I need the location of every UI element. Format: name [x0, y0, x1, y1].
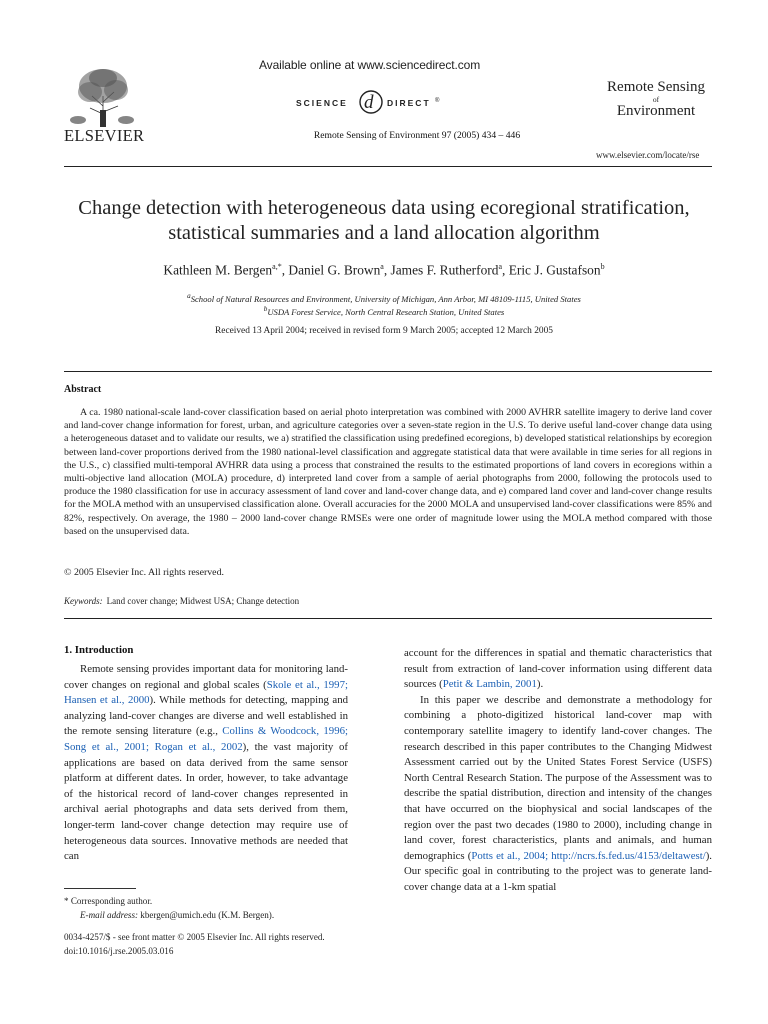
body-text: ). Our specific goal in contributing to the project was to generate land-cover change data at a 1-km spatial	[404, 849, 712, 893]
abstract-copyright: © 2005 Elsevier Inc. All rights reserved.	[64, 567, 224, 578]
body-text: account for the differences in spatial and thematic characteristics that result from extraction of land-cover information using different data sources (	[404, 647, 712, 691]
sd-mark: d	[364, 92, 374, 113]
journal-url[interactable]: www.elsevier.com/locate/rse	[596, 150, 700, 160]
journal-reference: Remote Sensing of Environment 97 (2005) 434 – 446	[313, 130, 521, 141]
journal-name-line1: Remote Sensing	[607, 79, 705, 95]
author-affiliation-mark: a	[380, 262, 384, 271]
body-text: Remote sensing provides important data for monitoring land-cover changes on regional and global scales (	[64, 663, 348, 691]
article-title	[50, 196, 718, 246]
journal-name	[600, 80, 712, 120]
author-list: Kathleen M. Bergen$^{a,*}$, Daniel G. Brown$^a$, James F. Rutherford$^a$, Eric J. Gustafson$^b$	[163, 262, 605, 278]
intro-left-column	[64, 662, 348, 865]
journal-name-of: of	[652, 94, 660, 104]
body-text: ). While methods for detecting, mapping and analyzing land-cover changes are diverse and well established in the remote sensing literature (e.g.,	[64, 694, 349, 738]
abstract-bottom-rule	[64, 618, 712, 619]
email-label: E-mail address:	[80, 910, 139, 920]
journal-name-line2: Environment	[616, 102, 696, 119]
issn-line: 0034-4257/$ - see front matter © 2005 Elsevier Inc. All rights reserved.	[64, 932, 325, 942]
author-name: Daniel G. Brown	[288, 262, 381, 278]
author-name: James F. Rutherford	[390, 262, 499, 278]
sd-left-text: SCIENCE	[296, 98, 348, 108]
citation-link[interactable]: Skole et al., 1997; Hansen et al., 2000	[64, 678, 348, 707]
citation-link[interactable]: Collins & Woodcock, 1996; Song et al., 2001; Rogan et al., 2002	[64, 725, 348, 753]
header-rule	[64, 166, 712, 167]
abstract-top-rule	[64, 371, 712, 372]
abstract-text: A ca. 1980 national-scale land-cover classification based on aerial photo interpretation was combined with 2000 AVHRR satellite imagery to derive land cover and land-cover change information for forest, urban, and agriculture categories over a seven-state region in the U.S. To derive useful land-cover change data using a heterogeneous dataset and to validate our results, we a) stratified the classification using predefined ecoregions, b) developed statistical relationships by ecoregion between land-cover proportions derived from the 1980 national-level classification and aggregate statistical data that were available in time series for all regions in the U.S., c) classified multi-temporal AVHRR data using a process that constrained the results to the estimated proportions of land covers in ecoregions within a multi-objective land allocation (MOLA) procedure, d) interpreted land cover from a sample of aerial photographs from 2000, following the protocols used to produce the 1980 classification for use in accuracy assessment of land cover and land-cover change data, and e) compared land cover and land-cover change results for the MOLA method with an unsupervised classification alone. Overall accuracies for the 2000 MOLA and unsupervised land-cover classifications were 85% and 82%, respectively. On average, the 1980 – 2000 land-cover change RMSEs were one order of magnitude lower using the MOLA method compared with those based on the unsupervised data.	[64, 407, 712, 537]
footnote-corresponding: * Corresponding author.	[64, 896, 153, 906]
body-text: ).	[536, 678, 544, 691]
title-line-1: Change detection with heterogeneous data using ecoregional stratification,	[78, 197, 690, 219]
keywords-label: Keywords:	[64, 596, 103, 606]
received-dates: Received 13 April 2004; received in revised form 9 March 2005; accepted 12 March 2005	[215, 326, 553, 336]
footnote-rule	[64, 888, 136, 889]
title-line-2: statistical summaries and a land allocation algorithm	[168, 222, 600, 244]
intro-right-column	[404, 646, 712, 896]
doi-line[interactable]: doi:10.1016/j.rse.2005.03.016	[64, 946, 174, 956]
keywords	[64, 596, 299, 606]
abstract-heading: Abstract	[64, 384, 102, 395]
citation-link[interactable]: Potts et al., 2004; http://ncrs.fs.fed.us/4153/deltawest/	[471, 849, 706, 862]
footnote-email	[80, 910, 274, 920]
author-name: Kathleen M. Bergen	[163, 262, 273, 278]
sciencedirect-logo-icon	[294, 86, 444, 116]
email-address[interactable]: kbergen@umich.edu (K.M. Bergen).	[140, 910, 275, 920]
author-name: Eric J. Gustafson	[508, 262, 601, 278]
body-text: In this paper we describe and demonstrate a methodology for combining a photo-digitized historical land-cover map with contemporary satellite imagery to identify land-cover changes. The research described in this paper contributes to the Changing Midwest Assessment carried out by the United States Forest Service (USFS) North Central Research Station. The purpose of the Assessment was to describe the spatial distribution, direction and intensity of the changes that have occurred on the biophysical and social landscapes of the region over the past two decades (1980 to 2000), including change in land cover, forest characteristics, plants and animals, and human demographics (	[404, 693, 712, 862]
available-online: Available online at www.sciencedirect.com	[259, 58, 481, 72]
body-text: ), the vast majority of applications are based on data derived from the same sensor platform at different dates. In order, however, to take advantage of the historical record of land-cover changes represented in archival aerial photographs and data sets derived from them, longer-term land-cover change detection may require use of heterogeneous data sources. Innovative methods are needed that can	[64, 740, 349, 863]
publisher-name: ELSEVIER	[64, 126, 145, 145]
svg-text:®: ®	[435, 98, 440, 104]
sciencedirect-logo	[294, 86, 444, 116]
intro-right-paragraph-1	[404, 646, 712, 693]
section-heading-introduction: 1. Introduction	[64, 644, 134, 656]
affiliation-b: $^b$USDA Forest Service, North Central Research Station, United States	[263, 305, 505, 317]
affiliation-a: $^a$School of Natural Resources and Environment, University of Michigan, Ann Arbor, MI 48109-1115, United States	[187, 292, 581, 304]
keywords-text: Land cover change; Midwest USA; Change detection	[106, 596, 300, 606]
intro-right-paragraph-2	[404, 693, 712, 896]
elsevier-tree-logo-icon	[64, 66, 142, 128]
author-affiliation-mark: a,*	[272, 262, 282, 271]
citation-link[interactable]: Petit & Lambin, 2001	[442, 678, 537, 691]
author-affiliation-mark: b	[600, 262, 605, 271]
sd-right-text: DIRECT	[387, 98, 431, 108]
author-affiliation-mark: a	[498, 262, 502, 271]
